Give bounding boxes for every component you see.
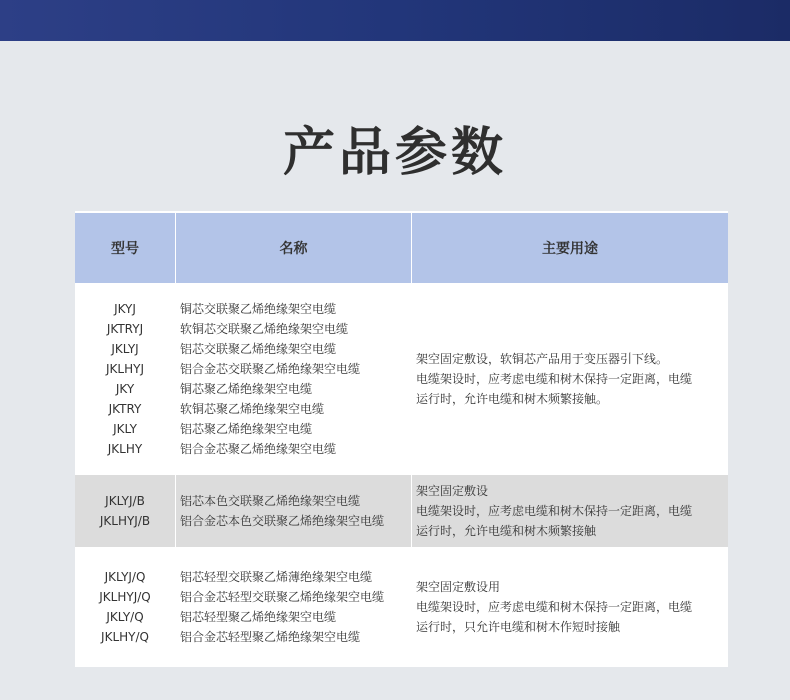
top-banner <box>0 0 790 41</box>
name-value: 铝芯轻型交联聚乙烯薄绝缘架空电缆 <box>180 570 373 584</box>
usage-line: 运行时，允许电缆和树木频繁接触 <box>416 524 597 538</box>
model-value: JKLHYJ/Q <box>99 590 151 604</box>
usage-line: 架空固定敷设 <box>416 484 489 498</box>
name-value: 铝芯本色交联聚乙烯绝缘架空电缆 <box>180 494 361 508</box>
usage-line: 运行时，允许电缆和树木频繁接触。 <box>416 392 609 406</box>
usage-cell <box>412 475 728 547</box>
model-value: JKLY <box>113 422 137 436</box>
name-cell <box>175 547 412 667</box>
model-cell <box>75 475 175 547</box>
model-value: JKLYJ/Q <box>104 570 146 584</box>
model-value: JKY <box>115 382 135 396</box>
page-title: 产品参数 <box>282 123 507 183</box>
model-value: JKLHY/Q <box>101 630 149 644</box>
model-value: JKLYJ/B <box>105 494 145 508</box>
model-value: JKTRYJ <box>106 322 144 336</box>
name-value: 软铜芯聚乙烯绝缘架空电缆 <box>180 402 325 416</box>
product-parameters-table <box>75 211 728 667</box>
usage-line: 电缆架设时，应考虑电缆和树木保持一定距离，电缆 <box>416 600 693 614</box>
table-row <box>75 283 728 475</box>
usage-line: 架空固定敷设用 <box>416 580 501 594</box>
table-row <box>75 475 728 547</box>
usage-line: 电缆架设时，应考虑电缆和树木保持一定距离，电缆 <box>416 372 693 386</box>
table-row <box>75 547 728 667</box>
model-cell <box>75 547 175 667</box>
name-cell <box>175 283 412 475</box>
model-value: JKLHYJ <box>106 362 144 376</box>
name-value: 铝芯聚乙烯绝缘架空电缆 <box>180 422 313 436</box>
name-value: 铝合金芯轻型聚乙烯绝缘架空电缆 <box>180 630 361 644</box>
model-value: JKLHY <box>107 442 143 456</box>
name-value: 铝芯轻型聚乙烯绝缘架空电缆 <box>180 610 337 624</box>
usage-line: 运行时，只允许电缆和树木作短时接触 <box>416 620 621 634</box>
name-value: 铝合金芯交联聚乙烯绝缘架空电缆 <box>180 362 361 376</box>
model-cell <box>75 283 175 475</box>
table-header-row <box>75 213 728 283</box>
name-value: 软铜芯交联聚乙烯绝缘架空电缆 <box>180 322 349 336</box>
usage-cell <box>412 547 728 667</box>
model-value: JKLY/Q <box>106 610 144 624</box>
name-value: 铜芯聚乙烯绝缘架空电缆 <box>180 382 313 396</box>
usage-line: 架空固定敷设，软铜芯产品用于变压器引下线。 <box>416 352 669 366</box>
model-value: JKLHYJ/B <box>99 514 151 528</box>
header-name: 名称 <box>175 213 412 283</box>
model-value: JKYJ <box>114 302 136 316</box>
usage-line: 电缆架设时，应考虑电缆和树木保持一定距离，电缆 <box>416 504 693 518</box>
name-value: 铜芯交联聚乙烯绝缘架空电缆 <box>180 302 337 316</box>
model-value: JKLYJ <box>111 342 139 356</box>
name-value: 铝合金芯本色交联聚乙烯绝缘架空电缆 <box>180 514 385 528</box>
name-value: 铝合金芯轻型交联聚乙烯绝缘架空电缆 <box>180 590 385 604</box>
header-model: 型号 <box>75 213 175 283</box>
name-cell <box>175 475 412 547</box>
name-value: 铝芯交联聚乙烯绝缘架空电缆 <box>180 342 337 356</box>
usage-cell <box>412 283 728 475</box>
header-usage: 主要用途 <box>412 213 728 283</box>
model-value: JKTRY <box>108 402 142 416</box>
name-value: 铝合金芯聚乙烯绝缘架空电缆 <box>180 442 337 456</box>
